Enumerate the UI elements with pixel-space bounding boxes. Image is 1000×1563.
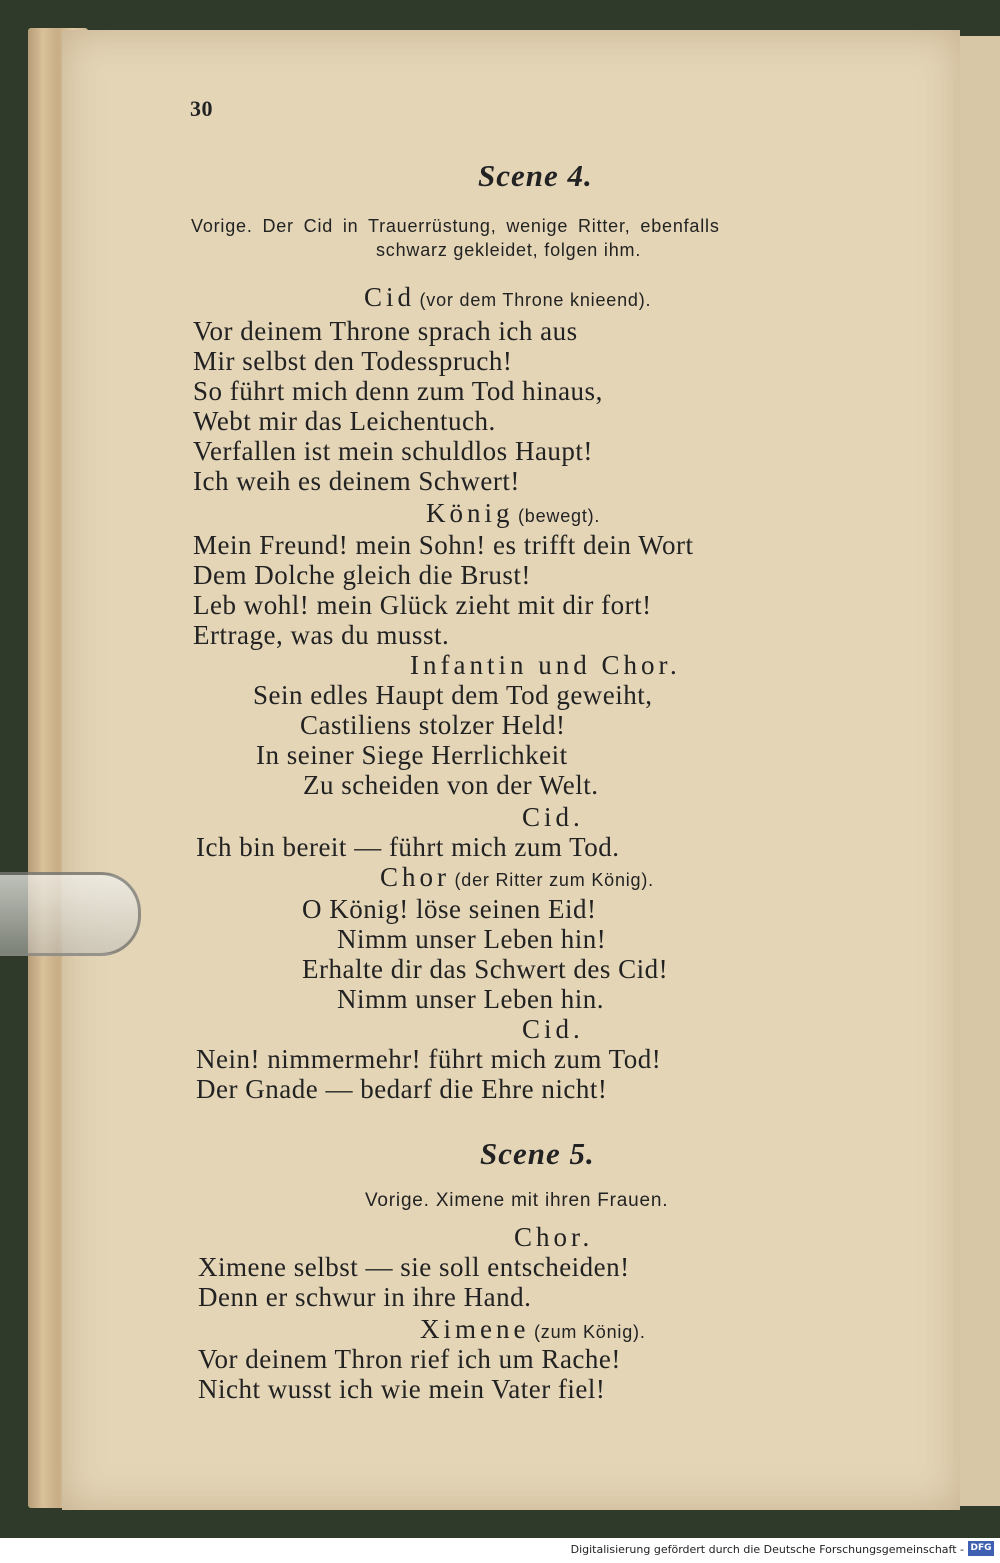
verse-line: Nicht wusst ich wie mein Vater fiel! bbox=[198, 1374, 606, 1404]
verse-line: In seiner Siege Herrlichkeit bbox=[256, 740, 568, 770]
verse-line: So führt mich denn zum Tod hinaus, bbox=[193, 376, 603, 406]
speaker-name: Chor. bbox=[514, 1222, 594, 1252]
verse-line: Nimm unser Leben hin. bbox=[337, 984, 604, 1014]
verse-line: Erhalte dir das Schwert des Cid! bbox=[302, 954, 669, 984]
verse-line: Nimm unser Leben hin! bbox=[337, 924, 607, 954]
verse-line: Verfallen ist mein schuldlos Haupt! bbox=[193, 436, 593, 466]
speaker-heading bbox=[364, 282, 651, 313]
dfg-logo: DFG bbox=[968, 1541, 994, 1556]
scene-4-title: Scene 4. bbox=[478, 158, 593, 193]
verse-line: Mir selbst den Todesspruch! bbox=[193, 346, 513, 376]
verse-line: Ximene selbst — sie soll entscheiden! bbox=[198, 1252, 630, 1282]
verse-line: Leb wohl! mein Glück zieht mit dir fort! bbox=[193, 590, 652, 620]
verse-line: Vor deinem Throne sprach ich aus bbox=[193, 316, 578, 346]
speaker-name: Chor bbox=[380, 862, 450, 892]
verse-line: Sein edles Haupt dem Tod geweiht, bbox=[253, 680, 653, 710]
stage-direction: (zum König). bbox=[533, 1322, 646, 1342]
speaker-name: König bbox=[426, 498, 514, 528]
speaker-name: Cid bbox=[364, 282, 416, 312]
speaker-name: Infantin und Chor. bbox=[410, 650, 681, 680]
verse-line: Vor deinem Thron rief ich um Rache! bbox=[198, 1344, 621, 1374]
stage-direction: Vorige. Ximene mit ihren Frauen. bbox=[365, 1190, 669, 1211]
facing-page-edge bbox=[958, 36, 1000, 1506]
page-clip bbox=[0, 872, 141, 956]
verse-line: Webt mir das Leichentuch. bbox=[193, 406, 496, 436]
speaker-name: Cid. bbox=[522, 802, 584, 832]
stage-direction: (vor dem Throne knieend). bbox=[419, 290, 652, 310]
scene-5-title: Scene 5. bbox=[480, 1136, 595, 1171]
verse-line: Nein! nimmermehr! führt mich zum Tod! bbox=[196, 1044, 662, 1074]
speaker-name: Ximene bbox=[420, 1314, 530, 1344]
speaker-heading bbox=[426, 498, 600, 529]
verse-line: Ich bin bereit — führt mich zum Tod. bbox=[196, 832, 620, 862]
page-number: 30 bbox=[190, 96, 213, 121]
stage-direction: schwarz gekleidet, folgen ihm. bbox=[376, 240, 642, 260]
verse-line: O König! löse seinen Eid! bbox=[302, 894, 597, 924]
digitization-credit: Digitalisierung gefördert durch die Deutsche Forschungsgemeinschaft - bbox=[570, 1543, 964, 1556]
stage-direction: Vorige. Der Cid in Trauerrüstung, wenige Ritter, ebenfalls bbox=[191, 216, 720, 236]
verse-line: Castiliens stolzer Held! bbox=[300, 710, 566, 740]
stage-direction: (bewegt). bbox=[518, 506, 601, 526]
stage-direction: (der Ritter zum König). bbox=[454, 870, 654, 890]
verse-line: Der Gnade — bedarf die Ehre nicht! bbox=[196, 1074, 608, 1104]
speaker-name: Cid. bbox=[522, 1014, 584, 1044]
verse-line: Ertrage, was du musst. bbox=[193, 620, 450, 650]
speaker-heading bbox=[380, 862, 654, 893]
speaker-heading bbox=[420, 1314, 646, 1345]
verse-line: Ich weih es deinem Schwert! bbox=[193, 466, 520, 496]
verse-line: Mein Freund! mein Sohn! es trifft dein Wort bbox=[193, 530, 694, 560]
verse-line: Zu scheiden von der Welt. bbox=[303, 770, 599, 800]
verse-line: Dem Dolche gleich die Brust! bbox=[193, 560, 531, 590]
verse-line: Denn er schwur in ihre Hand. bbox=[198, 1282, 532, 1312]
